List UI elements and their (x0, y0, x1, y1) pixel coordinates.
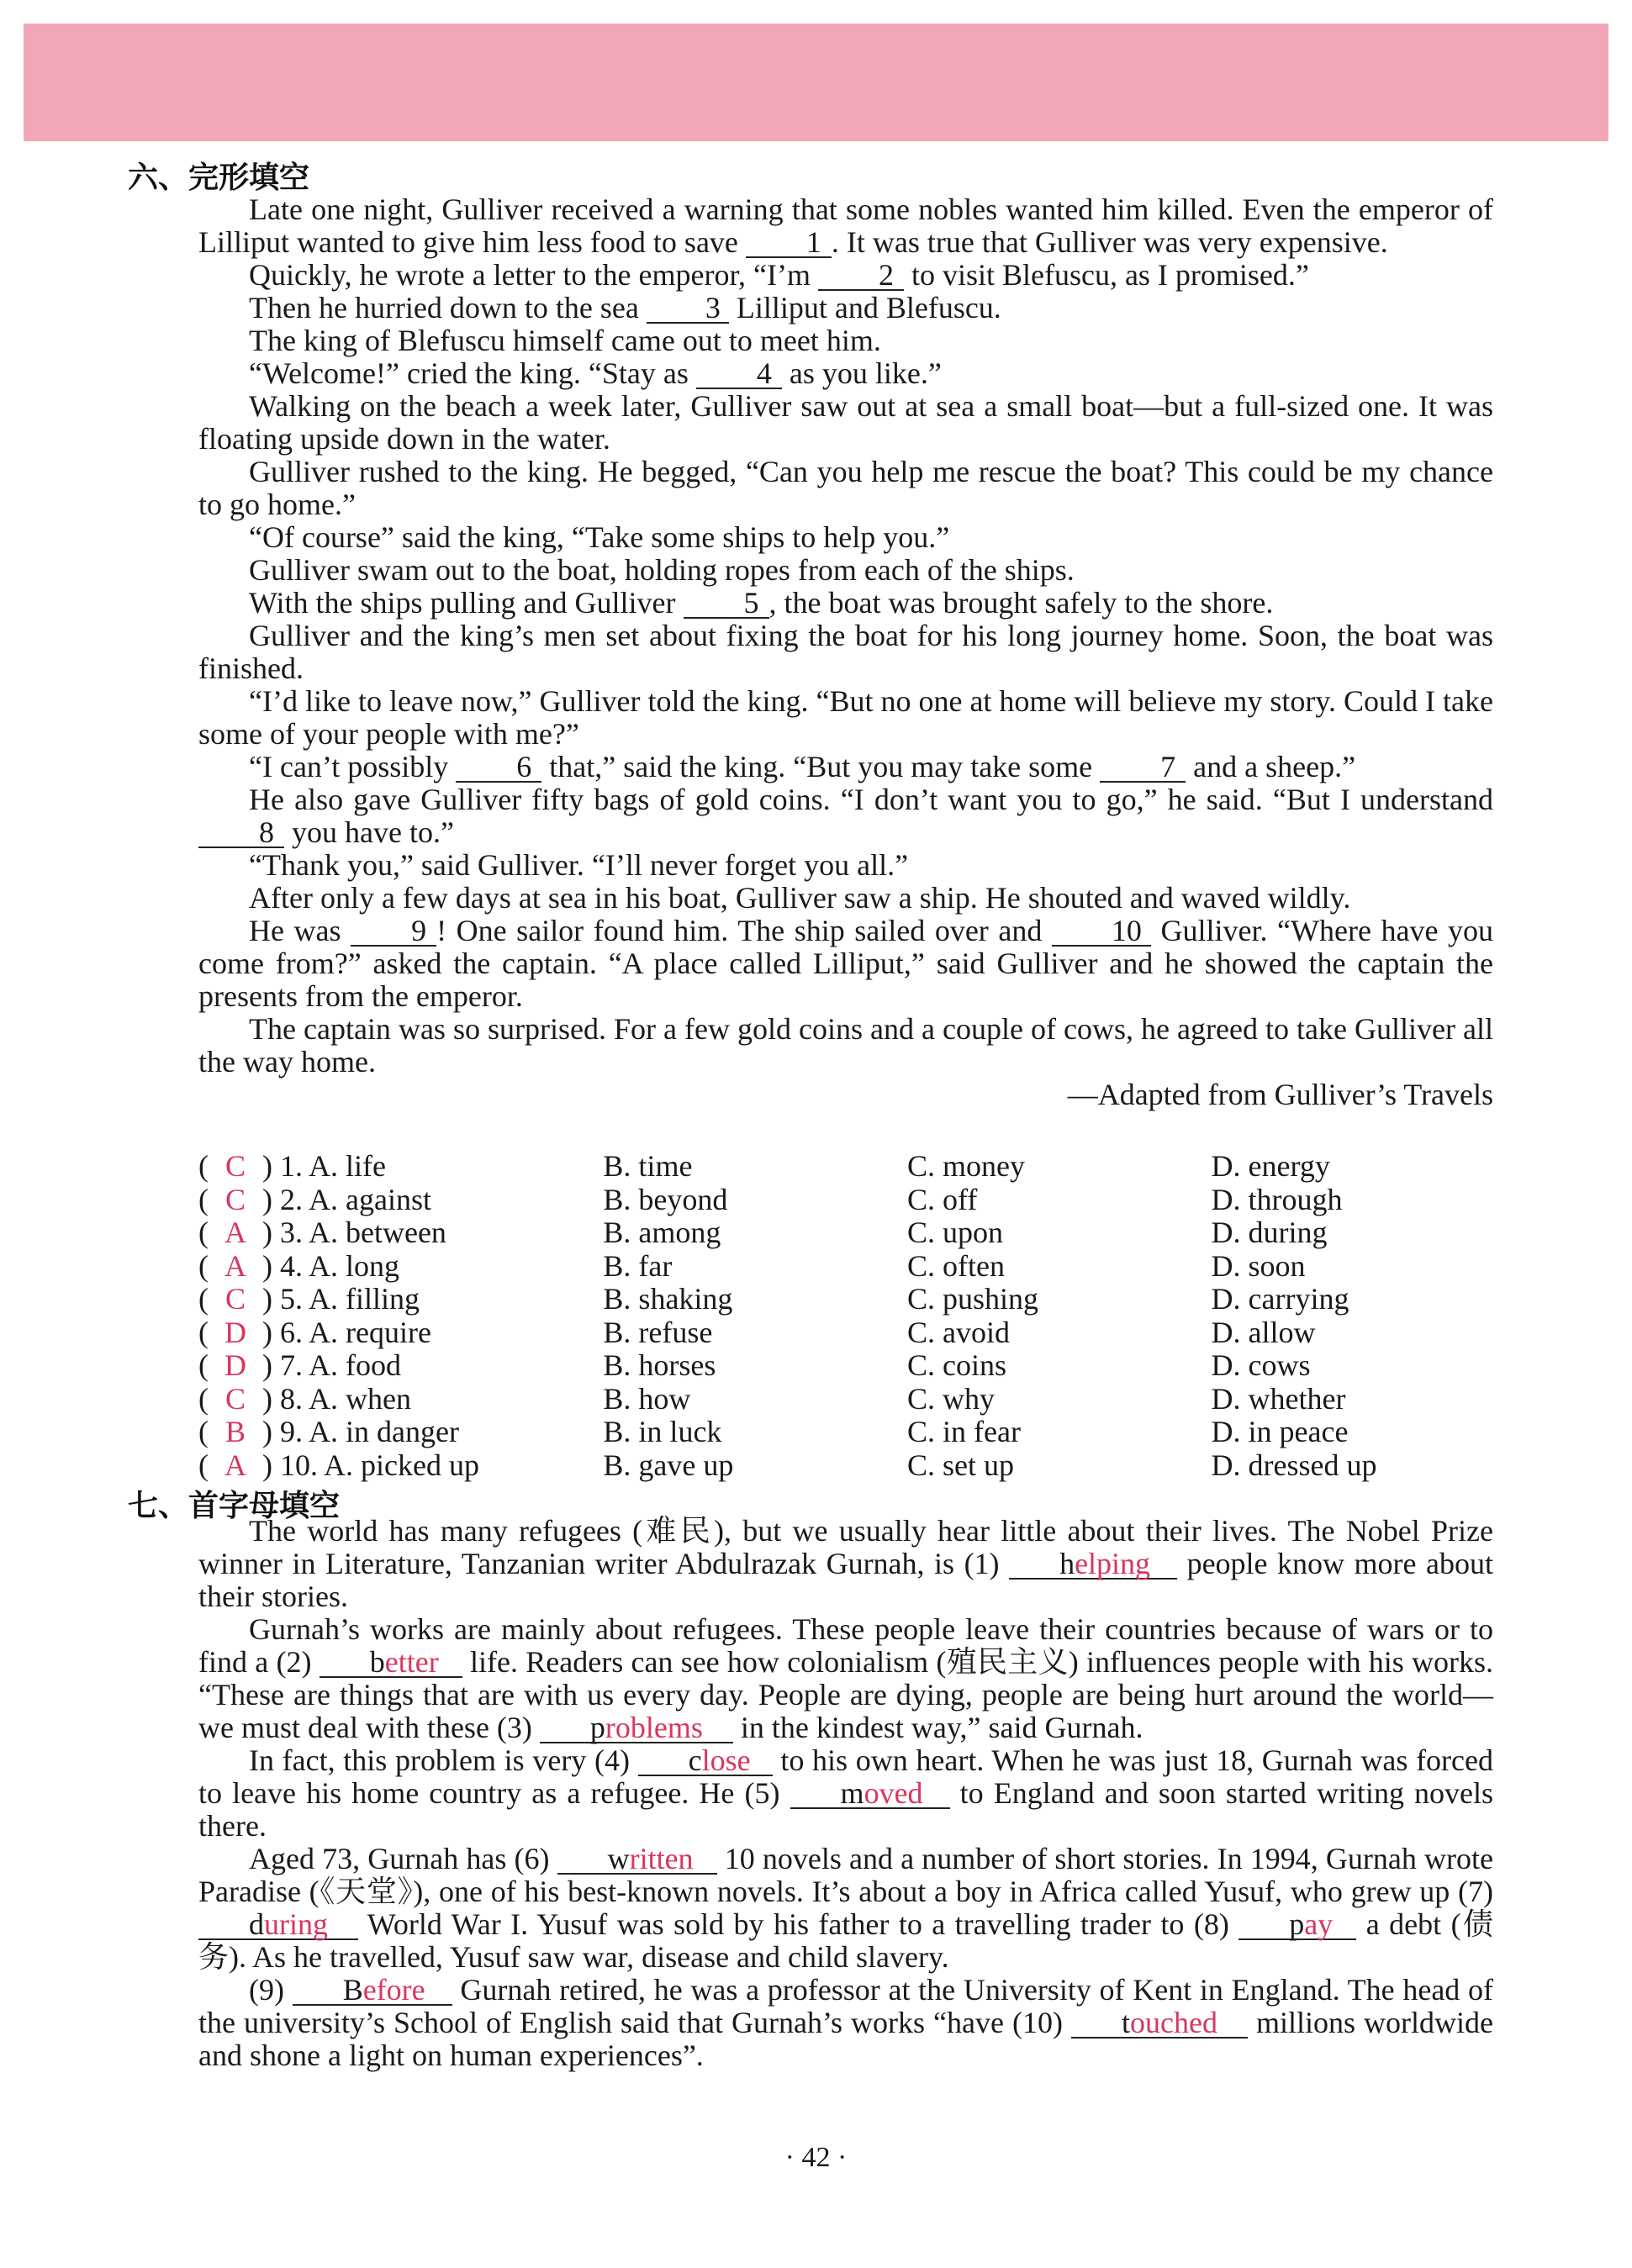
option-c[interactable]: C. set up (906, 1448, 1014, 1482)
option-c[interactable]: C. upon (906, 1216, 1003, 1249)
answer-field[interactable]: Before (293, 1975, 452, 2006)
paragraph: “I’d like to leave now,” Gulliver told the king. “But no one at home will believe my story. Could I take some of your people with me?” (198, 684, 1493, 751)
answer-choice[interactable]: C (224, 1381, 246, 1416)
option-d[interactable]: D. soon (1211, 1248, 1306, 1283)
blank[interactable]: 2 (818, 261, 904, 291)
answer-choice[interactable]: C (224, 1282, 246, 1316)
section-6-title: 六、完形填空 (128, 161, 310, 195)
blank[interactable]: 9 (351, 916, 436, 947)
paragraph: He was 9 ! One sailor found him. The ship sailed over and 10 Gulliver. “Where have you come from?” asked the captain. “A place called Lilliput,” said Gulliver and he showed the captain the presents from the emperor. (198, 914, 1493, 1013)
question-row: ( A ) 10. A. picked up B. gave up C. set up D. dressed up (198, 1449, 1426, 1483)
option-c[interactable]: C. why (906, 1381, 995, 1416)
initial-letter-passage (198, 1515, 1493, 2072)
paragraph: “Thank you,” said Gulliver. “I’ll never forget you all.” (249, 848, 909, 882)
paragraph: The world has many refugees (难民), but we usually hear little about their lives. The Nobel Prize winner in Literature, Tanzanian writer Abdulrazak Gurnah, is (1) helping people know more about their stories. (198, 1514, 1494, 1613)
section-7-title: 七、首字母填空 (128, 1489, 341, 1523)
paragraph: “I can’t possibly 6 that,” said the king. “But you may take some 7 and a sheep.” (249, 750, 1356, 783)
answer-choice[interactable]: A (224, 1448, 246, 1482)
question-row: ( A ) 4. A. long B. far C. often D. soon (198, 1250, 1426, 1284)
paragraph: Then he hurried down to the sea 3 Lilliput and Blefuscu. (249, 291, 1001, 324)
question-row: ( C ) 5. A. filling B. shaking C. pushing D. carrying (198, 1283, 1426, 1316)
answer-field[interactable]: written (557, 1844, 717, 1875)
option-b[interactable]: B. among (603, 1216, 721, 1249)
paragraph: Quickly, he wrote a letter to the emperor, “I’m 2 to visit Blefuscu, as I promised.” (249, 258, 1309, 292)
question-row: ( D ) 7. A. food B. horses C. coins D. cows (198, 1349, 1426, 1383)
source-citation: —Adapted from Gulliver’s Travels (1067, 1078, 1493, 1111)
option-b[interactable]: B. in luck (603, 1415, 722, 1448)
answer-choice[interactable]: D (224, 1348, 246, 1382)
option-c[interactable]: C. in fear (906, 1415, 1021, 1448)
option-b[interactable]: B. beyond (603, 1182, 728, 1216)
answer-choice[interactable]: A (224, 1216, 246, 1249)
blank[interactable]: 6 (456, 752, 541, 783)
option-b[interactable]: B. refuse (603, 1315, 713, 1349)
header-band (24, 24, 1608, 141)
option-d[interactable]: D. allow (1211, 1315, 1316, 1349)
option-c[interactable]: C. off (906, 1182, 978, 1216)
paragraph: After only a few days at sea in his boat, Gulliver saw a ship. He shouted and waved wildly. (249, 881, 1351, 915)
paragraph: Gulliver and the king’s men set about fixing the boat for his long journey home. Soon, the boat was finished. (198, 619, 1493, 685)
options-list (198, 1150, 1426, 1482)
paragraph: He also gave Gulliver fifty bags of gold coins. “I don’t want you to go,” he said. “But I understand 8 you have to.” (198, 783, 1493, 849)
option-c[interactable]: C. money (906, 1149, 1025, 1183)
cloze-passage (198, 193, 1493, 1111)
answer-field[interactable]: touched (1071, 2008, 1248, 2039)
paragraph: Aged 73, Gurnah has (6) written 10 novels and a number of short stories. In 1994, Gurnah wrote Paradise (《天堂》), one of his best-known novels. It’s about a boy in Africa called Yusuf, who grew up (7) during World War I. Yusuf was sold by his father to a travelling trader to (8) pay a debt (债务). As he travelled, Yusuf saw war, disease and child slavery. (198, 1842, 1493, 1974)
paragraph: Gulliver swam out to the boat, holding ropes from each of the ships. (249, 553, 1075, 587)
question-row: ( C ) 2. A. against B. beyond C. off D. through (198, 1184, 1426, 1217)
option-d[interactable]: D. cows (1211, 1348, 1311, 1382)
answer-field[interactable]: moved (790, 1779, 950, 1809)
answer-choice[interactable]: C (224, 1182, 246, 1216)
answer-field[interactable]: during (198, 1910, 358, 1940)
page-number: · 42 · (784, 2142, 848, 2173)
blank[interactable]: 3 (647, 293, 729, 324)
option-d[interactable]: D. during (1211, 1216, 1328, 1249)
option-b[interactable]: B. how (603, 1381, 691, 1416)
paragraph: Late one night, Gulliver received a warning that some nobles wanted him killed. Even the emperor of Lilliput wanted to give him less food to save 1 . It was true that Gulliver was very expensive. (198, 193, 1493, 259)
option-d[interactable]: D. dressed up (1211, 1448, 1377, 1482)
blank[interactable]: 4 (696, 359, 782, 389)
option-d[interactable]: D. carrying (1211, 1282, 1349, 1316)
option-d[interactable]: D. through (1211, 1182, 1343, 1216)
paragraph: Gulliver rushed to the king. He begged, “Can you help me rescue the boat? This could be my chance to go home.” (198, 455, 1493, 521)
answer-field[interactable]: better (320, 1648, 462, 1678)
option-b[interactable]: B. time (603, 1149, 693, 1183)
option-b[interactable]: B. shaking (603, 1282, 733, 1316)
option-d[interactable]: D. in peace (1211, 1415, 1349, 1448)
answer-field[interactable]: problems (540, 1713, 733, 1743)
question-row: ( C ) 8. A. when B. how C. why D. whether (198, 1383, 1426, 1416)
option-b[interactable]: B. horses (603, 1348, 716, 1382)
option-b[interactable]: B. far (603, 1248, 673, 1283)
paragraph: (9) Before Gurnah retired, he was a professor at the University of Kent in England. The head of the university’s School of English said that Gurnah’s works “have (10) touched millions worldwide and shone a light on human experiences”. (198, 1973, 1493, 2072)
question-row: ( A ) 3. A. between B. among C. upon D. during (198, 1216, 1426, 1250)
blank[interactable]: 5 (684, 588, 769, 619)
paragraph: In fact, this problem is very (4) close to his own heart. When he was just 18, Gurnah was forced to leave his home country as a refugee. He (5) moved to England and soon started writing novels there. (198, 1743, 1494, 1843)
paragraph: Gurnah’s works are mainly about refugees. These people leave their countries because of wars or to find a (2) better life. Readers can see how colonialism (殖民主义) influences people with his works. “These are things that are with us every day. People are dying, people are being hurt around the world—we must deal with these (3) problems in the kindest way,” said Gurnah. (198, 1612, 1493, 1744)
answer-choice[interactable]: D (224, 1315, 246, 1349)
paragraph: Walking on the beach a week later, Gulliver saw out at sea a small boat—but a full-sized one. It was floating upside down in the water. (198, 389, 1493, 456)
answer-choice[interactable]: A (224, 1248, 246, 1283)
answer-choice[interactable]: B (224, 1415, 246, 1448)
blank[interactable]: 8 (198, 818, 284, 848)
paragraph: With the ships pulling and Gulliver 5 , the boat was brought safely to the shore. (249, 586, 1274, 620)
question-row: ( D ) 6. A. require B. refuse C. avoid D. allow (198, 1316, 1426, 1350)
option-d[interactable]: D. energy (1211, 1149, 1330, 1183)
blank[interactable]: 7 (1100, 752, 1186, 783)
answer-field[interactable]: close (638, 1746, 773, 1776)
blank[interactable]: 1 (746, 228, 832, 258)
paragraph: The king of Blefuscu himself came out to meet him. (249, 324, 881, 357)
answer-field[interactable]: pay (1239, 1910, 1356, 1940)
option-c[interactable]: C. often (906, 1248, 1005, 1283)
paragraph: “Welcome!” cried the king. “Stay as 4 as you like.” (249, 356, 942, 390)
answer-choice[interactable]: C (224, 1149, 246, 1183)
question-row: ( C ) 1. A. life B. time C. money D. energy (198, 1150, 1426, 1184)
option-c[interactable]: C. avoid (906, 1315, 1010, 1349)
paragraph: “Of course” said the king, “Take some ships to help you.” (249, 520, 950, 554)
paragraph: The captain was so surprised. For a few gold coins and a couple of cows, he agreed to take Gulliver all the way home. (198, 1012, 1493, 1079)
option-c[interactable]: C. coins (906, 1348, 1006, 1382)
option-d[interactable]: D. whether (1211, 1381, 1346, 1416)
option-b[interactable]: B. gave up (603, 1448, 734, 1482)
option-c[interactable]: C. pushing (906, 1282, 1039, 1316)
question-row: ( B ) 9. A. in danger B. in luck C. in fear D. in peace (198, 1416, 1426, 1449)
blank[interactable]: 10 (1052, 916, 1151, 947)
answer-field[interactable]: helping (1009, 1549, 1177, 1580)
